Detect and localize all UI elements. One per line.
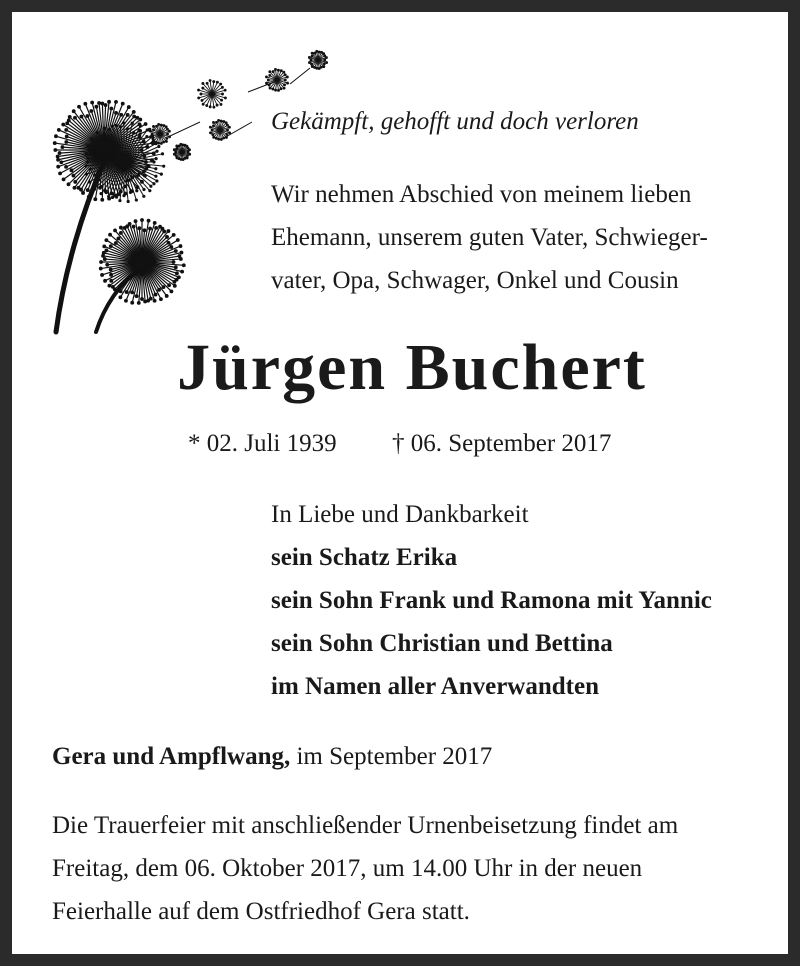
intro-line: Wir nehmen Abschied von meinem lieben <box>271 181 692 208</box>
deceased-name: Jürgen Buchert <box>177 331 647 404</box>
place-date-line <box>52 743 492 771</box>
intro-line: Ehemann, unserem guten Vater, Schwieger- <box>271 224 708 251</box>
intro-line: vater, Opa, Schwager, Onkel und Cousin <box>271 267 679 294</box>
family-member-line: sein Sohn Christian und Bettina <box>271 630 613 657</box>
ceremony-line: Freitag, dem 06. Oktober 2017, um 14.00 Uhr in der neuen <box>52 855 643 882</box>
motto: Gekämpft, gehofft und doch verloren <box>271 108 639 135</box>
family-intro: In Liebe und Dankbarkeit <box>271 501 529 528</box>
death-date: † 06. September 2017 <box>392 430 612 457</box>
family-member-line: sein Sohn Frank und Ramona mit Yannic <box>271 587 712 614</box>
ceremony-line: Feierhalle auf dem Ostfriedhof Gera statt. <box>52 898 470 925</box>
place-date: im September 2017 <box>290 743 493 770</box>
ceremony-line: Die Trauerfeier mit anschließender Urnenbeisetzung findet am <box>52 812 679 839</box>
birth-date: * 02. Juli 1939 <box>188 430 337 457</box>
family-member-line: im Namen aller Anverwandten <box>271 673 599 700</box>
place-name: Gera und Ampflwang, <box>52 743 291 770</box>
family-member-line: sein Schatz Erika <box>271 544 458 571</box>
